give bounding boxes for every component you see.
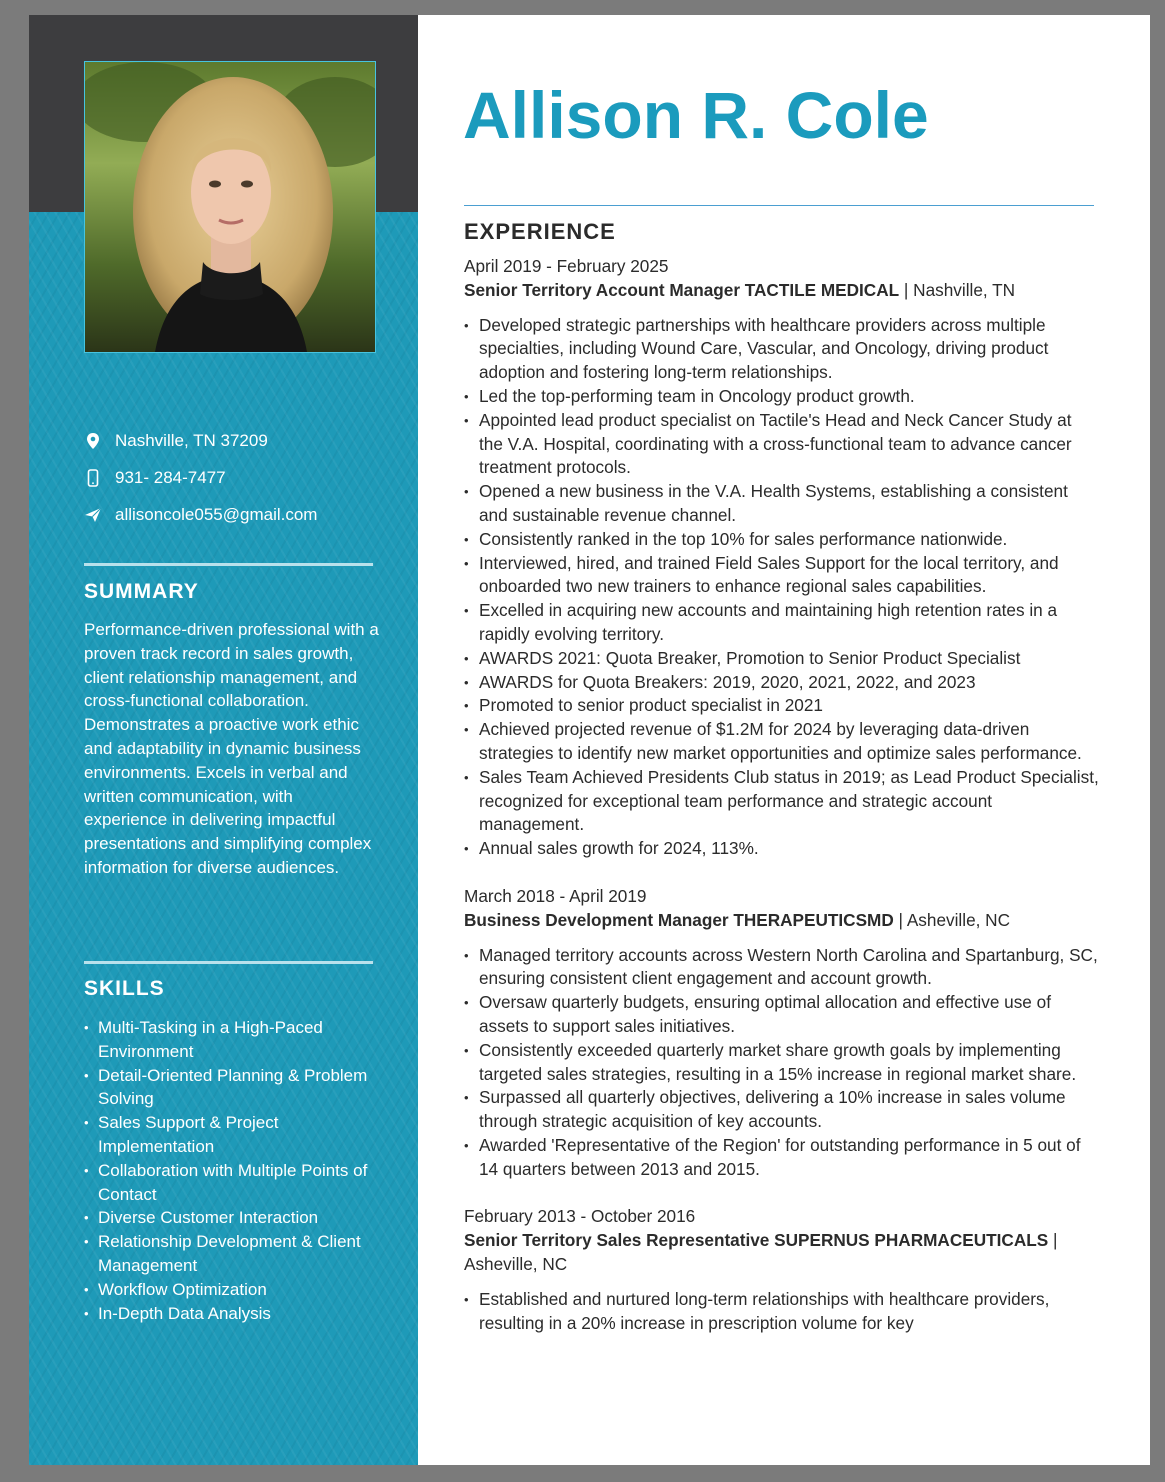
job-entry [464, 255, 1099, 861]
experience-section [464, 255, 1099, 1335]
candidate-name: Allison R. Cole [463, 78, 929, 152]
job-location: | Nashville, TN [899, 279, 1016, 300]
job-bullet: • Consistently ranked in the top 10% for sales performance nationwide. [464, 528, 1099, 552]
contact-phone[interactable] [84, 468, 384, 488]
skills-heading: SKILLS [84, 977, 165, 1000]
portrait-illustration [85, 62, 375, 352]
job-bullet: • Surpassed all quarterly objectives, delivering a 10% increase in sales volume through strategic acquisition of key accounts. [464, 1086, 1099, 1134]
summary-heading: SUMMARY [84, 580, 199, 603]
contact-location [84, 431, 384, 451]
sidebar-divider [84, 563, 373, 566]
job-bullet: • Oversaw quarterly budgets, ensuring optimal allocation and effective use of assets to support sales initiatives. [464, 991, 1099, 1039]
skill-item: • Detail-Oriented Planning & Problem Solving [84, 1064, 384, 1112]
summary-text: Performance-driven professional with a proven track record in sales growth, client relationship management, and cross-functional collaboration. Demonstrates a proactive work ethic and adaptability in dynamic business environments. Excels in verbal and written communication, with experience in delivering impactful presentations and simplifying complex information for diverse audiences. [84, 620, 379, 877]
phone-text[interactable]: 931- 284-7477 [115, 468, 226, 487]
resume-page [29, 15, 1150, 1465]
location-pin-icon [84, 432, 102, 450]
job-bullets [464, 314, 1099, 861]
job-bullet: • Managed territory accounts across Western North Carolina and Spartanburg, SC, ensuring consistent client engagement and account growth. [464, 944, 1099, 992]
skill-item: • Multi-Tasking in a High-Paced Environment [84, 1016, 384, 1064]
job-bullet: • Opened a new business in the V.A. Health Systems, establishing a consistent and sustainable revenue channel. [464, 480, 1099, 528]
job-bullets [464, 1288, 1099, 1336]
job-bullet: • Established and nurtured long-term relationships with healthcare providers, resulting in a 20% increase in prescription volume for key [464, 1288, 1099, 1336]
job-bullet: • Sales Team Achieved Presidents Club status in 2019; as Lead Product Specialist, recognized for exceptional team performance and strategic account management. [464, 766, 1099, 837]
job-bullet: • Promoted to senior product specialist in 2021 [464, 694, 1099, 718]
job-title: Senior Territory Sales Representative SUPERNUS PHARMACEUTICALS [464, 1230, 1049, 1251]
skill-item: • Diverse Customer Interaction [84, 1206, 384, 1230]
job-bullet: • Annual sales growth for 2024, 113%. [464, 837, 1099, 861]
job-bullet: • Excelled in acquiring new accounts and maintaining high retention rates in a rapidly evolving territory. [464, 599, 1099, 647]
skills-list [84, 1016, 384, 1325]
skill-item: • Relationship Development & Client Management [84, 1230, 384, 1278]
job-location: | Asheville, NC [464, 1230, 1058, 1275]
job-title-line [464, 279, 1099, 303]
job-bullet: • Appointed lead product specialist on Tactile's Head and Neck Cancer Study at the V.A. Hospital, coordinating with a cross-functional team to advance cancer treatment protocols. [464, 409, 1099, 480]
job-dates: March 2018 - April 2019 [464, 885, 647, 906]
skill-item: • Sales Support & Project Implementation [84, 1111, 384, 1159]
job-title: Business Development Manager THERAPEUTICSMD [464, 909, 894, 930]
header-rule [464, 205, 1094, 206]
job-bullet: • Interviewed, hired, and trained Field Sales Support for the local territory, and onboarded two new trainers to enhance regional sales capabilities. [464, 552, 1099, 600]
profile-photo [84, 61, 376, 353]
skill-item: • Workflow Optimization [84, 1278, 384, 1302]
job-entry [464, 885, 1099, 1182]
job-bullet: • Consistently exceeded quarterly market share growth goals by implementing targeted sales strategies, resulting in a 15% increase in regional market share. [464, 1039, 1099, 1087]
email-text[interactable]: allisoncole055@gmail.com [115, 505, 318, 524]
sidebar [29, 15, 418, 1465]
contact-email[interactable] [84, 505, 384, 525]
job-bullet: • Awarded 'Representative of the Region' for outstanding performance in 5 out of 14 quarters between 2013 and 2015. [464, 1134, 1099, 1182]
phone-icon [84, 469, 102, 487]
paper-plane-icon [84, 506, 102, 524]
job-bullet: • Led the top-performing team in Oncology product growth. [464, 385, 1099, 409]
skill-item: • In-Depth Data Analysis [84, 1302, 384, 1326]
job-bullet: • AWARDS 2021: Quota Breaker, Promotion to Senior Product Specialist [464, 647, 1099, 671]
job-bullet: • AWARDS for Quota Breakers: 2019, 2020, 2021, 2022, and 2023 [464, 671, 1099, 695]
sidebar-divider [84, 961, 373, 964]
job-entry [464, 1205, 1099, 1335]
job-bullet: • Developed strategic partnerships with healthcare providers across multiple specialties, including Wound Care, Vascular, and Oncology, driving product adoption and fostering long-term relationships. [464, 314, 1099, 385]
job-title-line [464, 1229, 1099, 1277]
skill-item: • Collaboration with Multiple Points of Contact [84, 1159, 384, 1207]
job-dates: February 2013 - October 2016 [464, 1206, 696, 1227]
location-text: Nashville, TN 37209 [115, 431, 268, 450]
job-dates: April 2019 - February 2025 [464, 256, 669, 276]
job-bullets [464, 944, 1099, 1182]
job-title-line [464, 909, 1099, 933]
job-location: | Asheville, NC [893, 909, 1011, 930]
job-title: Senior Territory Account Manager TACTILE MEDICAL [464, 279, 900, 300]
experience-heading: EXPERIENCE [464, 219, 616, 244]
job-bullet: • Achieved projected revenue of $1.2M for 2024 by leveraging data-driven strategies to identify new market opportunities and optimize sales performance. [464, 718, 1099, 766]
